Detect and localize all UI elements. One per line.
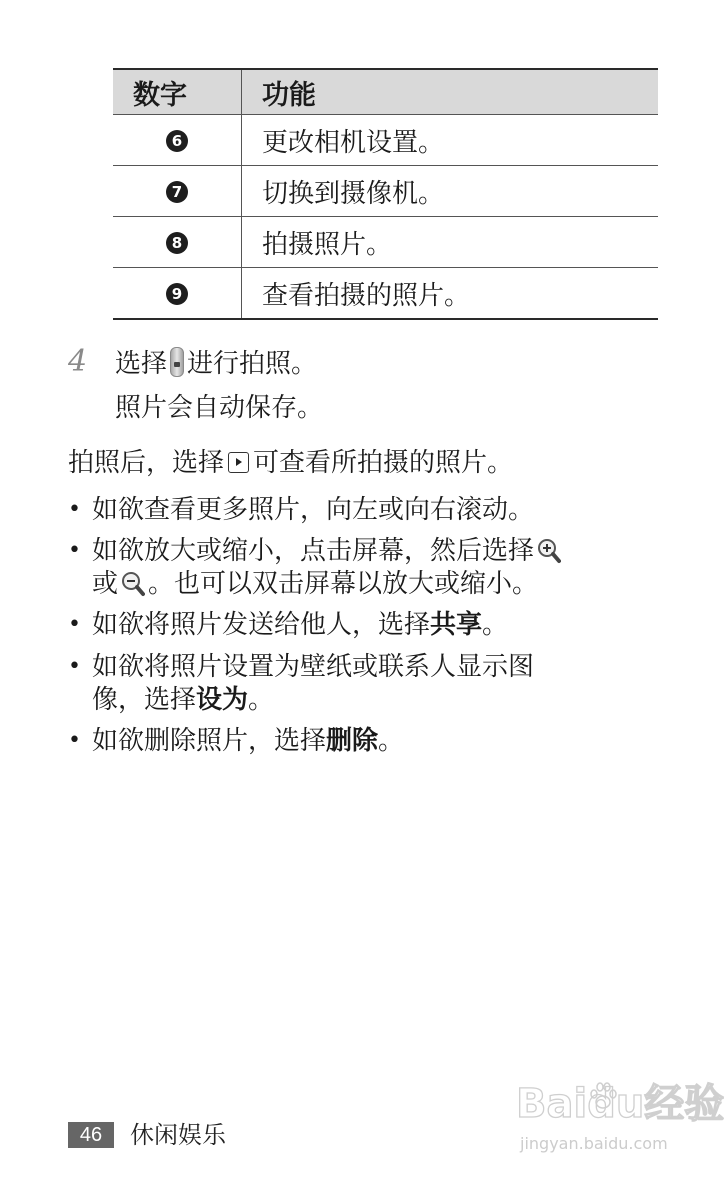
step4-line1 [115, 344, 317, 384]
bullet-dot: • [68, 612, 81, 637]
setas-keyword: 设为 [196, 685, 249, 715]
function-description: 拍摄照片。 [242, 217, 659, 268]
number-cell [113, 166, 242, 217]
number-badge: 8 [166, 232, 188, 254]
bullet-share-end: 。 [482, 610, 509, 640]
bullet-dot: • [68, 728, 81, 753]
step4-text-after: 进行拍照。 [187, 349, 318, 379]
bullet-item-setas-line1: 如欲将照片设置为壁纸或联系人显示图 [92, 652, 535, 682]
bullet-item-zoom-line2 [92, 564, 538, 604]
function-description: 查看拍摄的照片。 [262, 280, 471, 311]
bullet-zoom-text-end: 。也可以双击屏幕以放大或缩小。 [148, 569, 539, 599]
play-icon [228, 452, 249, 473]
bullet-dot: • [68, 538, 81, 563]
bullet-dot: • [68, 654, 81, 679]
table-row [113, 268, 658, 320]
step-number: 4 [68, 344, 88, 379]
watermark-url: jingyan.baidu.com [520, 1134, 668, 1153]
paw-icon [588, 1082, 618, 1110]
delete-keyword: 删除 [326, 726, 379, 756]
bullet-zoom-text: 如欲放大或缩小，点击屏幕，然后选择 [92, 536, 535, 566]
zoom-out-icon [121, 571, 145, 597]
page-number: 46 [68, 1122, 114, 1148]
bullet-item-scroll: 如欲查看更多照片，向左或向右滚动。 [92, 495, 535, 525]
function-table [113, 68, 658, 320]
function-description: 切换到摄像机。 [242, 166, 659, 217]
after-photo-text-after: 可查看所拍摄的照片。 [253, 448, 514, 478]
header-number: 数字 [113, 69, 242, 115]
section-title: 休闲娱乐 [130, 1121, 226, 1149]
number-cell [113, 268, 242, 320]
bullet-item-share [92, 605, 508, 645]
table-row [113, 166, 658, 217]
bullet-setas-text: 像，选择 [92, 685, 197, 715]
header-function: 功能 [242, 69, 659, 115]
function-description: 更改相机设置。 [242, 115, 659, 166]
table-row [113, 115, 658, 166]
after-photo-text-before: 拍照后，选择 [68, 448, 225, 478]
table-row [113, 217, 658, 268]
table-header-row [113, 69, 658, 115]
number-badge: 6 [166, 130, 188, 152]
number-cell [113, 217, 242, 268]
bullet-share-text: 如欲将照片发送给他人，选择 [92, 610, 431, 640]
bullet-delete-end: 。 [378, 726, 405, 756]
share-keyword: 共享 [430, 610, 483, 640]
bullet-delete-text: 如欲删除照片，选择 [92, 726, 327, 756]
bullet-item-setas-line2 [92, 680, 274, 720]
step4-line2: 照片会自动保存。 [115, 393, 324, 423]
watermark-brand: Baidu经验 [516, 1081, 725, 1127]
after-photo-line [68, 443, 513, 483]
bullet-zoom-or: 或 [92, 569, 119, 599]
step4-text-before: 选择 [115, 349, 168, 379]
number-badge: 7 [166, 181, 188, 203]
zoom-in-icon [537, 538, 561, 564]
camera-shutter-icon [170, 347, 184, 377]
baidu-watermark [516, 1078, 725, 1164]
bullet-setas-end: 。 [248, 685, 275, 715]
number-badge: 9 [166, 283, 188, 305]
bullet-dot: • [68, 497, 81, 522]
bullet-item-delete [92, 721, 404, 761]
number-cell [113, 115, 242, 166]
